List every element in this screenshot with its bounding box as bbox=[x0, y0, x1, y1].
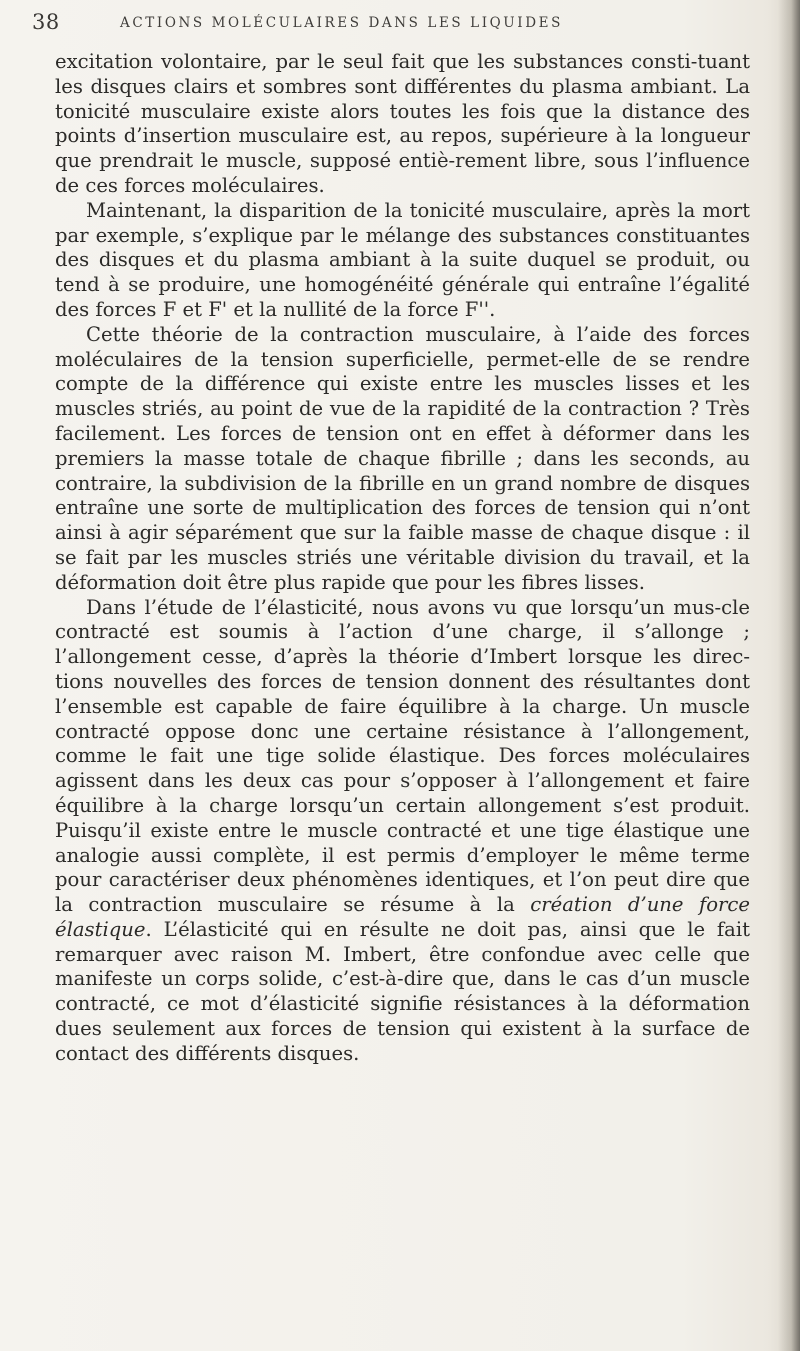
paragraph-1: excitation volontaire, par le seul fait que les substances consti-tuant les disques clairs et sombres sont différentes du plasma ambiant. La tonicité musculaire existe alors toutes les fois que la distance des points d’insertion musculaire est, au repos, supérieure à la longueur que prendrait le muscle, supposé entiè-rement libre, sous l’influence de ces forces moléculaires. bbox=[55, 50, 750, 197]
body-text bbox=[55, 50, 750, 1067]
paragraph-4 bbox=[55, 596, 750, 1067]
running-head: ACTIONS MOLÉCULAIRES DANS LES LIQUIDES bbox=[120, 15, 563, 31]
paragraph-4-italic-term: création d’une force élastique bbox=[55, 893, 750, 941]
paragraph-2: Maintenant, la disparition de la tonicité musculaire, après la mort par exemple, s’explique par le mélange des substances constituantes des disques et du plasma ambiant à la suite duquel se produit, ou tend à se produire, une homogénéité générale qui entraîne l’égalité des forces F et F' et la nullité de la force F''. bbox=[55, 198, 750, 321]
page-header bbox=[32, 8, 732, 42]
paragraph-4-text-start: Dans l’étude de l’élasticité, nous avons vu que lorsqu’un mus-cle contracté est soumis à l’action d’une charge, il s’allonge ; l’allongement cesse, d’après la théorie d’Imbert lorsque les direc-tions nouvelles des forces de tension donnent des résultantes dont l’ensemble est capable de faire équilibre à la charge. Un muscle contracté oppose donc une certaine résistance à l’allongement, comme le fait une tige solide élastique. Des forces moléculaires agissent dans les deux cas pour s’opposer à l’allongement et faire équilibre à la charge lorsqu’un certain allongement s’est produit. Puisqu’il existe entre le muscle contracté et une tige élastique une analogie aussi complète, il est permis d’employer le même terme pour caractériser deux phénomènes identiques, et l’on peut dire que la contraction musculaire se résume à la bbox=[55, 595, 750, 917]
paragraph-3: Cette théorie de la contraction musculaire, à l’aide des forces moléculaires de la tension superficielle, permet-elle de se rendre compte de la différence qui existe entre les muscles lisses et les muscles striés, au point de vue de la rapidité de la contraction ? Très facilement. Les forces de tension ont en effet à déformer dans les premiers la masse totale de chaque fibrille ; dans les seconds, au contraire, la subdivision de la fibrille en un grand nombre de disques entraîne une sorte de multiplication des forces de tension qui n’ont ainsi à agir séparément que sur la faible masse de chaque disque : il se fait par les muscles striés une véritable division du travail, et la déformation doit être plus rapide que pour les fibres lisses. bbox=[55, 322, 750, 594]
page-edge-shadow bbox=[778, 0, 800, 1351]
page-number: 38 bbox=[32, 10, 60, 34]
paragraph-4-text-end: . L’élasticité qui en résulte ne doit pas, ainsi que le fait remarquer avec raison M. Imbert, être confondue avec celle que manifeste un corps solide, c’est-à-dire que, dans le cas d’un muscle contracté, ce mot d’élasticité signifie résistances à la déformation dues seulement aux forces de tension qui existent à la surface de contact des différents disques. bbox=[55, 917, 750, 1065]
